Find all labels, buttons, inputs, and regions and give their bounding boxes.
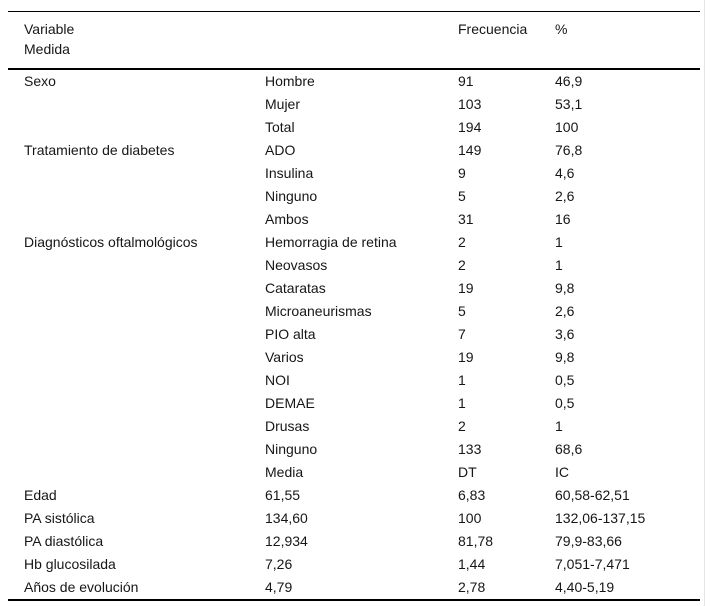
cell-variable [8, 300, 265, 323]
cell-medida: Ninguno [265, 441, 318, 457]
cell-variable: Diagnósticos oftalmológicos [24, 234, 198, 250]
cell-frecuencia: 194 [458, 119, 482, 135]
cell-medida: Neovasos [265, 257, 328, 273]
cell-frecuencia: 7 [458, 326, 466, 342]
table-row [8, 185, 700, 208]
table-row [8, 254, 700, 277]
header-percent-label: % [555, 12, 700, 70]
table-row [8, 139, 700, 162]
cell-frecuencia: 6,83 [458, 487, 486, 503]
cell-medida: Hemorragia de retina [265, 234, 397, 250]
cell-percent: 9,8 [555, 280, 575, 296]
cell-percent: 68,6 [555, 441, 583, 457]
cell-medida: Hombre [265, 73, 315, 89]
cell-frecuencia: 2 [458, 234, 466, 250]
cell-variable: Hb glucosilada [24, 556, 116, 572]
cell-medida: Insulina [265, 165, 314, 181]
table-row [8, 93, 700, 116]
cell-percent: 3,6 [555, 326, 575, 342]
header-medida-label: Medida [24, 41, 70, 57]
table-row [8, 369, 700, 392]
cell-medida: NOI [265, 372, 290, 388]
cell-frecuencia: 2,78 [458, 579, 486, 595]
table-row [8, 553, 700, 576]
cell-percent: 76,8 [555, 142, 583, 158]
cell-medida: Total [265, 119, 295, 135]
cell-percent: 0,5 [555, 395, 575, 411]
cell-variable: Sexo [24, 73, 56, 89]
cell-frecuencia: 91 [458, 73, 474, 89]
table-row [8, 530, 700, 553]
cell-medida: Ambos [265, 211, 309, 227]
cell-medida: Microaneurismas [265, 303, 372, 319]
cell-frecuencia: 1 [458, 395, 466, 411]
table-row [8, 208, 700, 231]
table-row [8, 461, 700, 484]
cell-frecuencia: 100 [458, 510, 482, 526]
cell-frecuencia: 2 [458, 257, 466, 273]
cell-frecuencia: 1 [458, 372, 466, 388]
table-row [8, 438, 700, 461]
cell-percent: IC [555, 464, 569, 480]
table-row [8, 484, 700, 507]
cell-percent: 1 [555, 234, 563, 250]
table-row [8, 323, 700, 346]
cell-medida: 12,934 [265, 533, 308, 549]
cell-percent: 2,6 [555, 303, 575, 319]
cell-medida: 7,26 [265, 556, 293, 572]
cell-percent: 7,051-7,471 [555, 556, 630, 572]
cell-variable [8, 461, 265, 484]
cell-variable [8, 346, 265, 369]
header-variable-label: Variable [24, 21, 75, 37]
cell-variable: PA sistólica [24, 510, 95, 526]
cell-percent: 4,40-5,19 [555, 579, 615, 595]
cell-variable [8, 369, 265, 392]
cell-medida: Varios [265, 349, 304, 365]
table-row [8, 507, 700, 530]
cell-medida: 134,60 [265, 510, 308, 526]
header-frecuencia-label: Frecuencia [458, 12, 555, 70]
cell-variable [8, 323, 265, 346]
cell-medida: DEMAE [265, 395, 315, 411]
cell-medida: Ninguno [265, 188, 318, 204]
table-row [8, 70, 700, 93]
cell-percent: 0,5 [555, 372, 575, 388]
cell-percent: 9,8 [555, 349, 575, 365]
cell-medida: Drusas [265, 418, 310, 434]
cell-frecuencia: 1,44 [458, 556, 486, 572]
cell-medida: 61,55 [265, 487, 301, 503]
table-row [8, 162, 700, 185]
cell-variable [8, 162, 265, 185]
cell-percent: 16 [555, 211, 571, 227]
cell-percent: 100 [555, 119, 579, 135]
descriptive-statistics-table [8, 11, 700, 601]
page-edge-line [704, 0, 705, 606]
cell-variable [8, 254, 265, 277]
header-spacer [265, 12, 458, 70]
cell-frecuencia: 5 [458, 188, 466, 204]
cell-percent: 1 [555, 257, 563, 273]
cell-variable: Años de evolución [24, 579, 139, 595]
cell-frecuencia: 5 [458, 303, 466, 319]
cell-frecuencia: 19 [458, 280, 474, 296]
cell-percent: 60,58-62,51 [555, 487, 630, 503]
table-header [8, 12, 700, 70]
cell-variable [8, 185, 265, 208]
cell-percent: 2,6 [555, 188, 575, 204]
cell-frecuencia: 103 [458, 96, 482, 112]
cell-percent: 79,9-83,66 [555, 533, 622, 549]
cell-variable [8, 392, 265, 415]
cell-percent: 1 [555, 418, 563, 434]
header-variable-medida [8, 12, 265, 70]
cell-variable: PA diastólica [24, 533, 104, 549]
cell-variable: Edad [24, 487, 57, 503]
table-row [8, 415, 700, 438]
cell-frecuencia: 19 [458, 349, 474, 365]
table-row [8, 277, 700, 300]
cell-medida: Cataratas [265, 280, 326, 296]
cell-frecuencia: 149 [458, 142, 482, 158]
cell-variable [8, 208, 265, 231]
cell-variable [8, 438, 265, 461]
cell-variable [8, 277, 265, 300]
cell-medida: Media [265, 464, 304, 480]
cell-frecuencia: DT [458, 464, 477, 480]
cell-percent: 132,06-137,15 [555, 510, 646, 526]
cell-medida: Mujer [265, 96, 301, 112]
cell-variable [8, 116, 265, 139]
table-body [8, 70, 700, 599]
cell-frecuencia: 31 [458, 211, 474, 227]
cell-medida: 4,79 [265, 579, 293, 595]
table-row [8, 576, 700, 599]
cell-medida: PIO alta [265, 326, 316, 342]
table-row [8, 300, 700, 323]
cell-frecuencia: 2 [458, 418, 466, 434]
table-row [8, 116, 700, 139]
cell-medida: ADO [265, 142, 296, 158]
table-row [8, 346, 700, 369]
cell-frecuencia: 133 [458, 441, 482, 457]
cell-variable [8, 93, 265, 116]
cell-variable: Tratamiento de diabetes [24, 142, 175, 158]
cell-percent: 46,9 [555, 73, 583, 89]
cell-frecuencia: 81,78 [458, 533, 494, 549]
table-row [8, 231, 700, 254]
header-row [8, 12, 700, 70]
cell-variable [8, 415, 265, 438]
cell-percent: 53,1 [555, 96, 583, 112]
cell-frecuencia: 9 [458, 165, 466, 181]
table-row [8, 392, 700, 415]
cell-percent: 4,6 [555, 165, 575, 181]
